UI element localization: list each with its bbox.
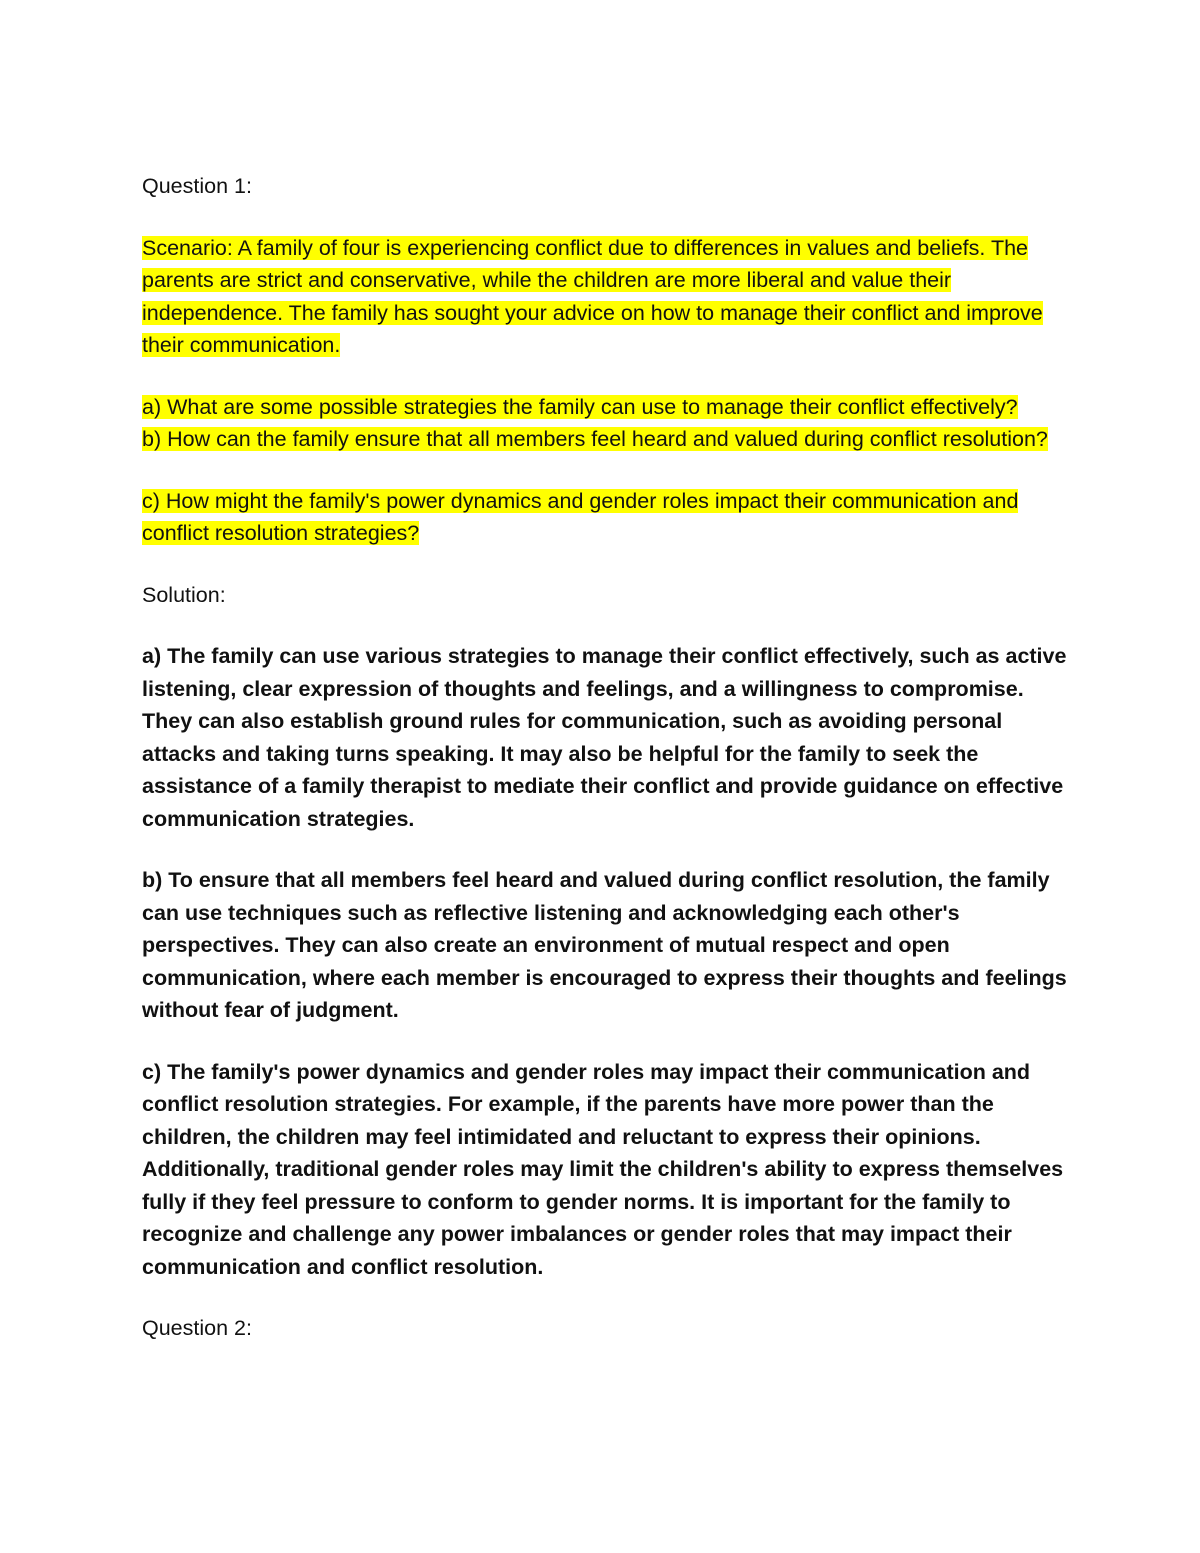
solution-heading: Solution:	[142, 582, 226, 607]
scenario-text: Scenario: A family of four is experiencing conflict due to differences in values and beliefs. The parents are strict and conservative, while the children are more liberal and value their independence. The family has sought your advice on how to manage their conflict and improve their communication.	[142, 235, 1043, 357]
question-c-text: c) How might the family's power dynamics and gender roles impact their communication and conflict resolution strategies?	[142, 488, 1019, 545]
solution-c: c) The family's power dynamics and gender roles may impact their communication and conflict resolution strategies. For example, if the parents have more power than the children, the children may feel intimidated and reluctant to express their opinions. Additionally, traditional gender roles may limit the children's ability to express themselves fully if they feel pressure to conform to gender norms. It is important for the family to recognize and challenge any power imbalances or gender roles that may impact their communication and conflict resolution.	[142, 1059, 1064, 1279]
question-b	[142, 423, 1072, 456]
question-1-heading: Question 1:	[142, 174, 252, 198]
question-2-heading: Question 2:	[142, 1316, 252, 1340]
question-a	[142, 391, 1072, 424]
solution-b: b) To ensure that all members feel heard and valued during conflict resolution, the family can use techniques such as reflective listening and acknowledging each other's perspectives. They can also create an environment of mutual respect and open communication, where each member is encouraged to express their thoughts and feelings without fear of judgment.	[142, 868, 1067, 1022]
document-body	[142, 170, 1072, 1374]
question-c	[142, 485, 1072, 550]
scenario-paragraph	[142, 232, 1072, 362]
question-b-text: b) How can the family ensure that all members feel heard and valued during conflict resolution?	[142, 427, 1048, 451]
question-a-text: a) What are some possible strategies the family can use to manage their conflict effectively?	[142, 394, 1018, 419]
solution-a: a) The family can use various strategies to manage their conflict effectively, such as active listening, clear expression of thoughts and feelings, and a willingness to compromise. They can also establish ground rules for communication, such as avoiding personal attacks and taking turns speaking. It may also be helpful for the family to seek the assistance of a family therapist to mediate their conflict and provide guidance on effective communication strategies.	[142, 644, 1067, 831]
